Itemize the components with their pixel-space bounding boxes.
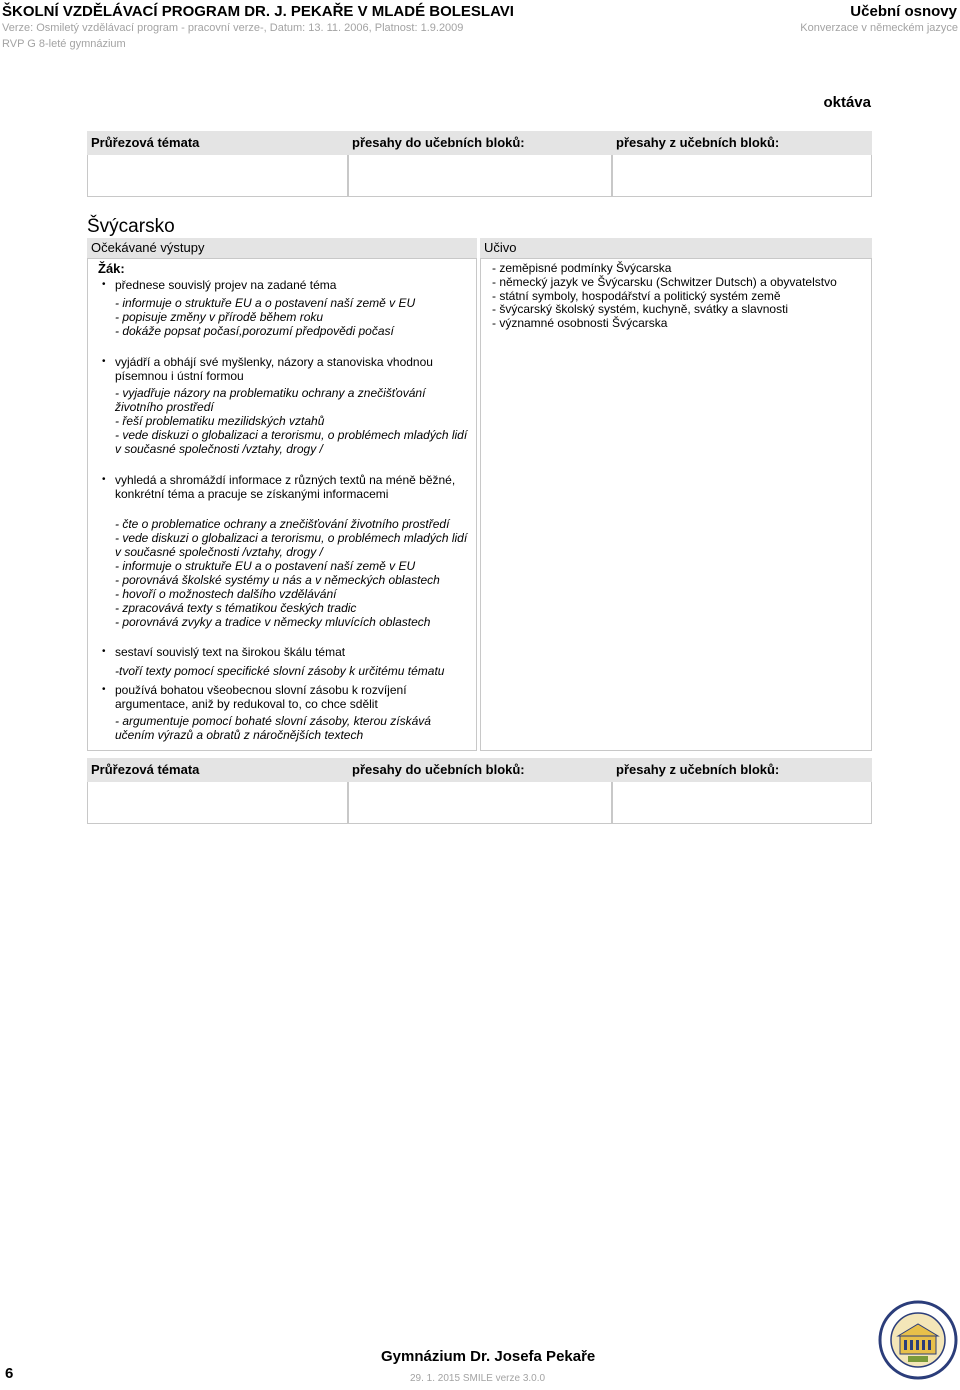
outcome-line: v současné společnosti /vztahy, drogy / bbox=[115, 545, 323, 559]
page-number: 6 bbox=[5, 1365, 14, 1382]
outcome-line: - vede diskuzi o globalizaci a terorismu, o problémech mladých lidí bbox=[115, 531, 468, 545]
school-title: ŠKOLNÍ VZDĚLÁVACÍ PROGRAM DR. J. PEKAŘE V MLADÉ BOLESLAVI bbox=[2, 3, 514, 20]
cross-topics-header: Průřezová témata bbox=[87, 131, 348, 155]
curriculum-item: - zeměpisné podmínky Švýcarska bbox=[492, 261, 672, 275]
outcome-line: - zpracovává texty s tématikou českých tradic bbox=[115, 601, 357, 615]
footer-school-name: Gymnázium Dr. Josefa Pekaře bbox=[381, 1348, 596, 1365]
overlaps-into-header: přesahy do učebních bloků: bbox=[348, 131, 612, 155]
curriculum-item: - státní symboly, hospodářství a politický systém země bbox=[492, 288, 781, 303]
curriculum-heading: Učivo bbox=[480, 238, 872, 258]
bullet-icon: • bbox=[102, 279, 106, 290]
overlaps-into-cell bbox=[348, 782, 612, 824]
bullet-icon: • bbox=[102, 474, 106, 485]
curriculum-box bbox=[480, 258, 872, 751]
section-title: Švýcarsko bbox=[87, 216, 175, 237]
bullet-icon: • bbox=[102, 356, 106, 367]
cross-topics-cell bbox=[87, 155, 348, 197]
outcome-line: - informuje o struktuře EU a o postavení naší země v EU bbox=[115, 559, 416, 573]
curriculum-item: - švýcarský školský systém, kuchyně, svátky a slavnosti bbox=[492, 302, 789, 317]
cross-topics-header: Průřezová témata bbox=[87, 758, 348, 782]
overlaps-from-cell bbox=[612, 155, 872, 197]
outcome-line: učením výrazů a obratů z náročnějších textech bbox=[115, 728, 364, 742]
outcome-bullet: konkrétní téma a pracuje se získanými informacemi bbox=[115, 487, 389, 501]
overlaps-from-header: přesahy z učebních bloků: bbox=[612, 131, 872, 155]
outcome-line: - porovnává zvyky a tradice v německy mluvících oblastech bbox=[115, 615, 431, 629]
outcome-bullet: vyhledá a shromáždí informace z různých textů na méně běžné, bbox=[115, 473, 456, 487]
outcome-line: životního prostředí bbox=[115, 400, 214, 414]
doc-type-title: Učební osnovy bbox=[850, 3, 957, 20]
outcome-line: v současné společnosti /vztahy, drogy / bbox=[115, 442, 323, 456]
outcome-line: - informuje o struktuře EU a o postavení naší země v EU bbox=[115, 296, 416, 310]
outcome-line: -tvoří texty pomocí specifické slovní zásoby k určitému tématu bbox=[115, 664, 445, 678]
curriculum-item: - významné osobnosti Švýcarska bbox=[492, 316, 668, 331]
overlaps-from-cell bbox=[612, 782, 872, 824]
curriculum-list bbox=[492, 262, 837, 331]
subject-name: Konverzace v německém jazyce bbox=[800, 22, 958, 34]
outcome-line: - vyjadřuje názory na problematiku ochrany a znečišťování bbox=[115, 386, 426, 400]
outcome-line: - řeší problematiku mezilidských vztahů bbox=[115, 414, 325, 428]
bullet-icon: • bbox=[102, 684, 106, 695]
outcome-line: - hovoří o možnostech dalšího vzdělávání bbox=[115, 587, 337, 601]
cross-topics-table-top bbox=[87, 131, 872, 197]
outcome-bullet: argumentace, aniž by redukoval to, co chce sdělit bbox=[115, 697, 378, 711]
bullet-icon: • bbox=[102, 646, 106, 657]
outcome-line: - popisuje změny v přírodě během roku bbox=[115, 310, 324, 324]
overlaps-into-cell bbox=[348, 155, 612, 197]
student-label: Žák: bbox=[98, 261, 125, 276]
outcome-bullet: vyjádří a obhájí své myšlenky, názory a stanoviska vhodnou bbox=[115, 355, 433, 369]
outcomes-heading: Očekávané výstupy bbox=[87, 238, 477, 258]
outcome-line: - argumentuje pomocí bohaté slovní zásoby, kterou získává bbox=[115, 714, 431, 728]
outcome-line: - dokáže popsat počasí,porozumí předpovědi počasí bbox=[115, 324, 394, 338]
rvp-line: RVP G 8-leté gymnázium bbox=[2, 38, 126, 50]
outcome-line: - čte o problematice ochrany a znečišťování životního prostředí bbox=[115, 517, 450, 531]
outcome-bullet: sestaví souvislý text na širokou škálu témat bbox=[115, 645, 346, 659]
cross-topics-table-bottom bbox=[87, 758, 872, 824]
overlaps-from-header: přesahy z učebních bloků: bbox=[612, 758, 872, 782]
outcome-line: - vede diskuzi o globalizaci a terorismu, o problémech mladých lidí bbox=[115, 428, 468, 442]
outcome-bullet: používá bohatou všeobecnou slovní zásobu k rozvíjení bbox=[115, 683, 407, 697]
outcome-line: - porovnává školské systémy u nás a v německých oblastech bbox=[115, 573, 440, 587]
outcome-bullet: přednese souvislý projev na zadané téma bbox=[115, 278, 337, 292]
version-line: Verze: Osmiletý vzdělávací program - pracovní verze-, Datum: 13. 11. 2006, Platnost: 1.9.2009 bbox=[2, 22, 464, 34]
school-seal-logo bbox=[878, 1300, 958, 1380]
footer-version: 29. 1. 2015 SMILE verze 3.0.0 bbox=[410, 1373, 546, 1384]
outcome-bullet: písemnou i ústní formou bbox=[115, 369, 244, 383]
grade-label: oktáva bbox=[823, 94, 871, 111]
overlaps-into-header: přesahy do učebních bloků: bbox=[348, 758, 612, 782]
curriculum-item: - německý jazyk ve Švýcarsku (Schwitzer Dutsch) a obyvatelstvo bbox=[492, 274, 837, 289]
cross-topics-cell bbox=[87, 782, 348, 824]
